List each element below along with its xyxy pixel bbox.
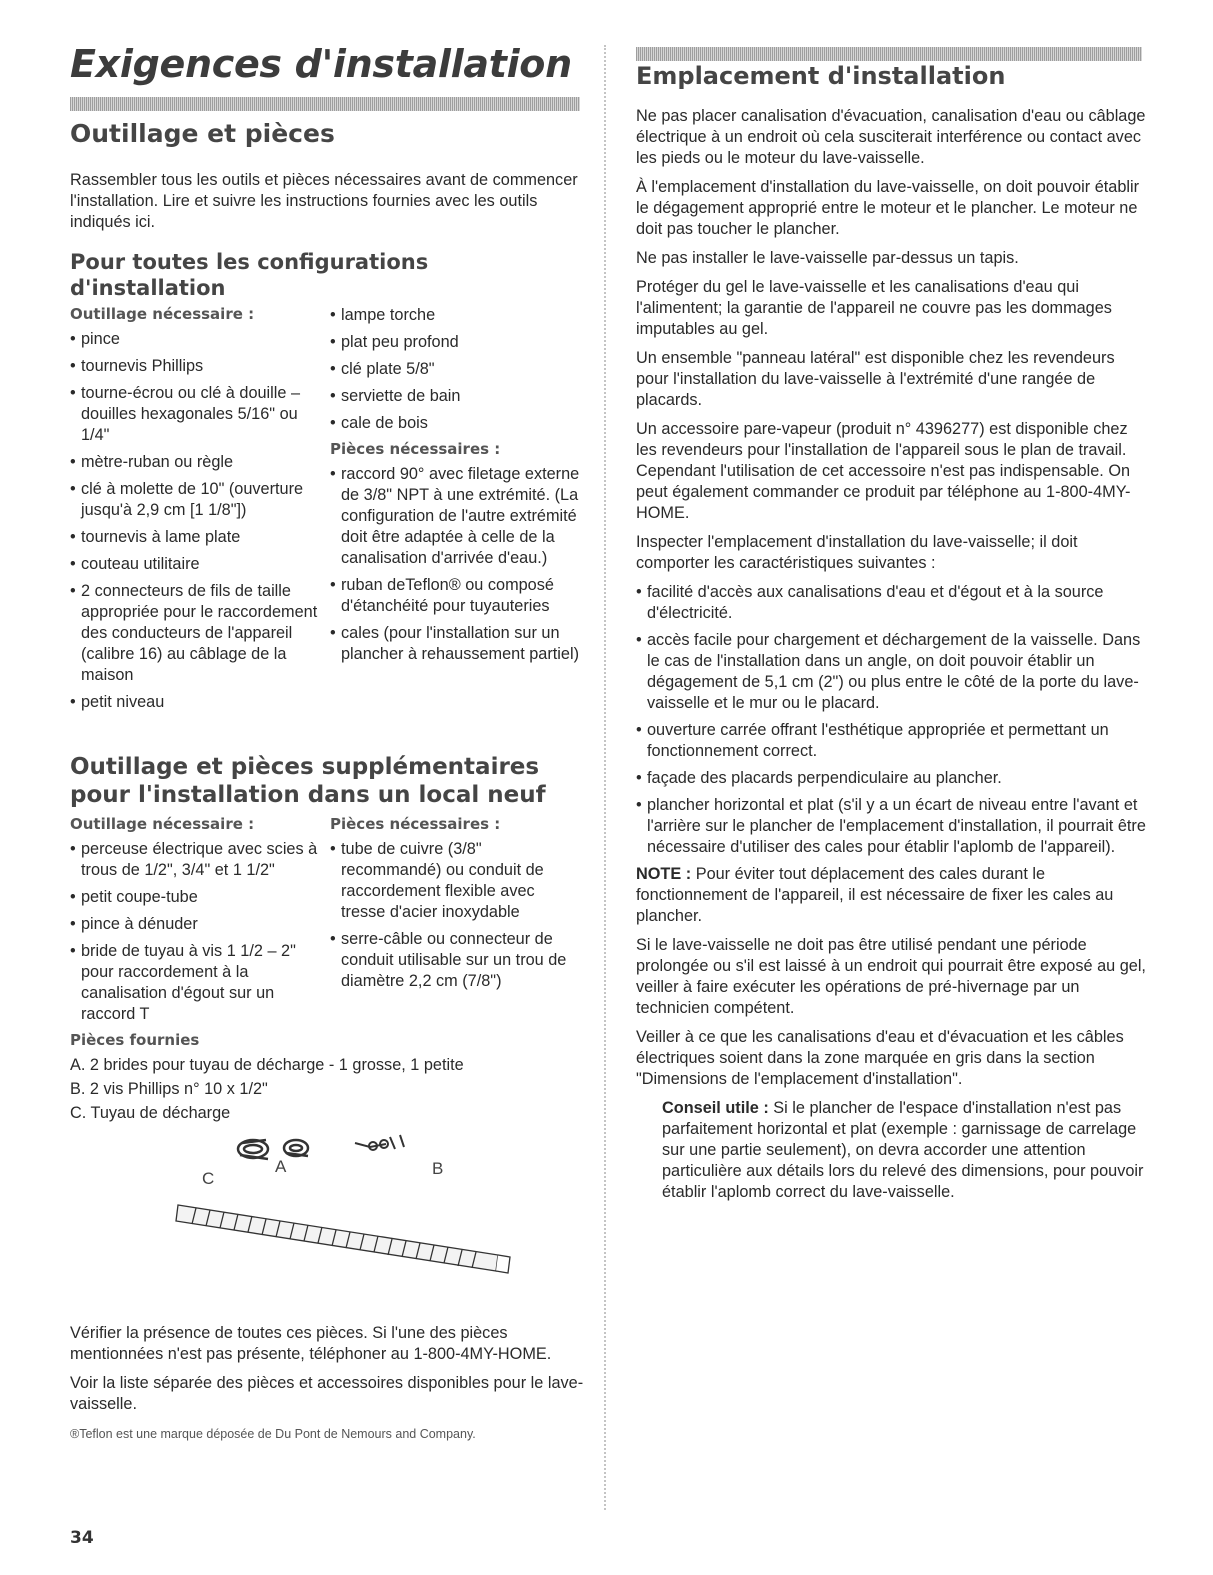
paragraph: Ne pas installer le lave-vaisselle par-dessus un tapis. [636, 249, 1019, 267]
supplied-parts-list [70, 1055, 585, 1124]
page-number: 34 [70, 1528, 94, 1548]
tools-column [70, 815, 318, 1031]
list-item: • perceuse électrique avec scies à trous de 1/2", 3/4" et 1 1/2" [70, 839, 318, 881]
section-band [70, 97, 580, 111]
section-band [636, 47, 1142, 61]
list-item: • lampe torche [330, 305, 580, 326]
intro-text: Rassembler tous les outils et pièces nécessaires avant de commencer l'installation. Lire et suivre les instructions fournies avec les outils indiqués ici. [70, 171, 578, 231]
list-item: • clé plate 5/8" [330, 359, 580, 380]
tools-list [70, 329, 318, 713]
paragraph: Inspecter l'emplacement d'installation du lave-vaisselle; il doit comporter les caractéristiques suivantes : [636, 533, 1078, 572]
column-divider [604, 45, 606, 1510]
list-item: • ouverture carrée offrant l'esthétique appropriée et permettant un fonctionnement correct. [636, 720, 1146, 762]
right-column [636, 60, 1146, 1211]
verify-text: Vérifier la présence de toutes ces pièces. Si l'une des pièces mentionnées n'est pas présente, téléphoner au 1-800-4MY-HOME. [70, 1324, 552, 1363]
note-label: NOTE : [636, 865, 692, 883]
hose-clamp-large [238, 1140, 268, 1159]
paragraph: Ne pas placer canalisation d'évacuation, canalisation d'eau ou câblage électrique à un endroit où cela susciterait interférence ou contact avec les pieds ou le moteur du lave-vaisselle. [636, 107, 1146, 167]
paragraph: Un ensemble "panneau latéral" est disponible chez les revendeurs pour l'installation du lave-vaisselle à l'extrémité d'une rangée de placards. [636, 349, 1115, 409]
section-heading: Outillage et pièces [70, 119, 335, 148]
supplied-parts-label: Pièces fournies [70, 1031, 200, 1049]
tools-list [330, 305, 580, 434]
list-item: • clé à molette de 10" (ouverture jusqu'à 2,9 cm [1 1/8"]) [70, 479, 318, 521]
note-text: Pour éviter tout déplacement des cales durant le fonctionnement de l'appareil, il est nécessaire de fixer les cales au plancher. [636, 865, 1114, 925]
list-item: C. Tuyau de décharge [70, 1104, 231, 1122]
list-item: • pince [70, 329, 318, 350]
parts-label: Pièces nécessaires : [330, 440, 501, 458]
list-item: • petit niveau [70, 692, 318, 713]
list-item: • bride de tuyau à vis 1 1/2 – 2" pour raccordement à la canalisation d'égout sur un raccord T [70, 941, 318, 1025]
note [636, 864, 1146, 927]
list-item: • façade des placards perpendiculaire au plancher. [636, 768, 1146, 789]
helpful-tip [636, 1098, 1146, 1203]
parts-illustration [70, 1127, 585, 1317]
list-item: A. 2 brides pour tuyau de décharge - 1 grosse, 1 petite [70, 1056, 464, 1074]
requirements-list [636, 582, 1146, 858]
list-item: • pince à dénuder [70, 914, 318, 935]
tools-list [70, 839, 318, 1025]
list-item: • tube de cuivre (3/8" recommandé) ou conduit de raccordement flexible avec tresse d'acier inoxydable [330, 839, 580, 923]
tools-label: Outillage nécessaire : [70, 815, 255, 833]
hose-clamp-small [284, 1140, 308, 1156]
list-item: • serviette de bain [330, 386, 580, 407]
page-title: Exigences d'installation [70, 42, 572, 86]
list-item: • tourne-écrou ou clé à douille – douilles hexagonales 5/16" ou 1/4" [70, 383, 318, 446]
paragraph: Si le lave-vaisselle ne doit pas être utilisé pendant une période prolongée ou s'il est laissé à un endroit qui pourrait être exposé au gel, veiller à faire exécuter les opérations de pré-hivernage par un technicien compétent. [636, 936, 1146, 1017]
parts-list [330, 464, 580, 665]
tools-parts-grid [70, 815, 585, 1031]
subsection-heading: Pour toutes les configurations d'installation [70, 250, 429, 300]
paragraph: À l'emplacement d'installation du lave-vaisselle, on doit pouvoir établir le dégagement approprié entre le moteur et le plancher. Le moteur ne doit pas toucher le plancher. [636, 178, 1140, 238]
tools-parts-column [330, 305, 580, 719]
list-item: • tournevis Phillips [70, 356, 318, 377]
parts-figure [70, 1127, 585, 1317]
list-item: • cales (pour l'installation sur un plancher à rehaussement partiel) [330, 623, 580, 665]
list-item: • 2 connecteurs de fils de taille appropriée pour le raccordement des conducteurs de l'appareil (calibre 16) au câblage de la maison [70, 581, 318, 686]
parts-label: Pièces nécessaires : [330, 815, 501, 833]
section-heading: Emplacement d'installation [636, 62, 1006, 90]
list-item: • accès facile pour chargement et déchargement de la vaisselle. Dans le cas de l'installation dans un angle, on doit pouvoir établir un dégagement de 5,1 cm (2") ou plus entre le côté de la porte du lave-vaisselle et le mur ou le placard. [636, 630, 1146, 714]
list-item: • raccord 90° avec filetage externe de 3/8" NPT à une extrémité. (La configuration de l'autre extrémité doit être adaptée à celle de la canalisation d'arrivée d'eau.) [330, 464, 580, 569]
tools-parts-grid [70, 305, 585, 719]
tip-label: Conseil utile : [662, 1099, 769, 1117]
list-item: • plat peu profond [330, 332, 580, 353]
list-item: • facilité d'accès aux canalisations d'eau et d'égout et à la source d'électricité. [636, 582, 1146, 624]
list-item: • plancher horizontal et plat (s'il y a un écart de niveau entre l'avant et l'arrière sur le plancher de l'emplacement d'installation, il pourrait être nécessaire d'utiliser des cales pour établir l'aplomb de l'appareil). [636, 795, 1146, 858]
see-list-text: Voir la liste séparée des pièces et accessoires disponibles pour le lave-vaisselle. [70, 1374, 584, 1413]
list-item: B. 2 vis Phillips n° 10 x 1/2" [70, 1080, 268, 1098]
list-item: • cale de bois [330, 413, 580, 434]
parts-list [330, 839, 580, 992]
paragraph: Protéger du gel le lave-vaisselle et les canalisations d'eau qui l'alimentent; la garantie de l'appareil ne couvre pas les dommages imputables au gel. [636, 278, 1112, 338]
left-column [70, 118, 585, 1441]
paragraph: Veiller à ce que les canalisations d'eau et d'évacuation et les câbles électriques soient dans la zone marquée en gris dans la section "Dimensions de l'emplacement d'installation". [636, 1028, 1124, 1088]
list-item: • ruban deTeflon® ou composé d'étanchéité pour tuyauteries [330, 575, 580, 617]
phillips-screws [355, 1135, 404, 1150]
tools-label: Outillage nécessaire : [70, 305, 255, 323]
figure-label-b: B [432, 1159, 444, 1178]
tip-text: Si le plancher de l'espace d'installation n'est pas parfaitement horizontal et plat (exemple : garnissage de carrelage sur une partie seulement), on devra accorder une attention particulière aux détails lors du relevé des dimensions, pour pouvoir établir l'aplomb correct du lave-vaisselle. [662, 1099, 1144, 1201]
list-item: • tournevis à lame plate [70, 527, 318, 548]
figure-label-a: A [275, 1157, 287, 1176]
section-heading: Outillage et pièces supplémentaires pour l'installation dans un local neuf [70, 754, 546, 808]
list-item: • couteau utilitaire [70, 554, 318, 575]
footnote: ®Teflon est une marque déposée de Du Pont de Nemours and Company. [70, 1427, 476, 1441]
list-item: • petit coupe-tube [70, 887, 318, 908]
list-item: • mètre-ruban ou règle [70, 452, 318, 473]
figure-label-c: C [202, 1169, 215, 1188]
paragraph: Un accessoire pare-vapeur (produit n° 4396277) est disponible chez les revendeurs pour l'installation de l'appareil sous le plan de travail. Cependant l'utilisation de cet accessoire n'est pas indispensable. On peut également commander ce produit par téléphone au 1-800-4MY-HOME. [636, 420, 1131, 522]
parts-column [330, 815, 580, 1031]
drain-hose [176, 1205, 510, 1273]
list-item: • serre-câble ou connecteur de conduit utilisable sur un trou de diamètre 2,2 cm (7/8") [330, 929, 580, 992]
tools-column [70, 305, 318, 719]
